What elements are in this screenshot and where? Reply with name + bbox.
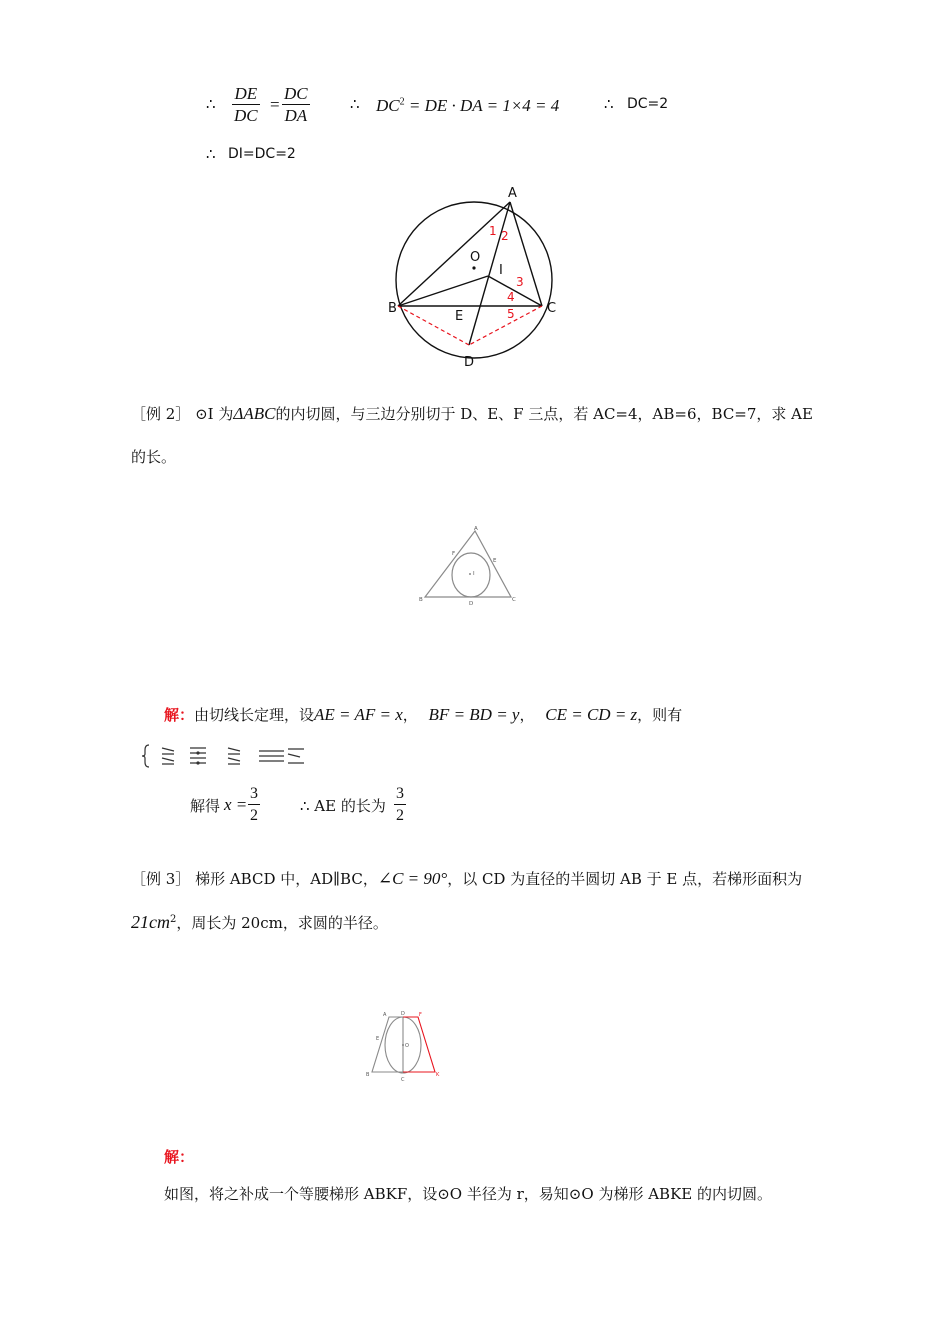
angle-mark-1: 1 — [489, 224, 497, 238]
label-o: O — [470, 250, 481, 265]
label-b: B — [388, 301, 397, 316]
label-k: K — [436, 1072, 440, 1078]
label-c: C — [401, 1077, 405, 1083]
angle-mark-5: 5 — [507, 307, 515, 321]
fraction-de-dc — [232, 84, 260, 127]
angle-mark-3: 3 — [516, 275, 524, 289]
equation-lhs: DC — [376, 96, 400, 115]
angle-mark-2: 2 — [501, 229, 509, 243]
center-o — [402, 1044, 404, 1046]
dashed-cd — [469, 306, 542, 345]
label-f: F — [419, 1012, 422, 1018]
example-2-math: ΔABC — [233, 404, 276, 423]
label-b: B — [419, 597, 423, 603]
solution-label: 解： — [164, 706, 195, 724]
equation-ce-cd: CE = CD = z — [545, 705, 638, 724]
label-e: E — [455, 309, 464, 324]
separator: ， — [519, 706, 535, 724]
equation-exponent: 2 — [399, 96, 405, 108]
fraction-numerator: 3 — [248, 784, 260, 805]
fraction-numerator: 3 — [394, 784, 406, 805]
solution-tail: ，则有 — [637, 706, 683, 724]
label-a: A — [508, 186, 517, 201]
label-d: D — [469, 601, 474, 607]
label-a: A — [474, 526, 478, 532]
label-f: F — [452, 551, 456, 557]
label-o: O — [405, 1043, 409, 1049]
equation-rhs: = DE · DA = 1×4 = 4 — [408, 96, 560, 115]
left-brace — [142, 745, 149, 767]
therefore-symbol: ∴ — [206, 95, 216, 113]
solution-2-line — [164, 704, 682, 725]
dc-result: DC=2 — [627, 96, 669, 112]
label-b: B — [366, 1072, 370, 1078]
example-3-prefix: ［例 3］ 梯形 ABCD 中，AD∥BC， — [131, 870, 378, 888]
fraction-numerator: DE — [232, 84, 260, 105]
fraction-denominator: 2 — [250, 807, 258, 824]
label-e: E — [493, 558, 497, 564]
trapezoid-abcd — [372, 1017, 403, 1072]
fraction-numerator: DC — [284, 84, 308, 103]
fraction-denominator: 2 — [396, 807, 404, 824]
solution-3-label: 解： — [164, 1148, 195, 1166]
separator: ， — [402, 706, 418, 724]
label-e: E — [376, 1036, 380, 1042]
therefore-symbol: ∴ — [604, 95, 614, 113]
label-d: D — [401, 1011, 405, 1017]
example-3-text-2: ，周长为 20cm，求圆的半径。 — [176, 914, 388, 932]
example-2-line1 — [131, 403, 813, 424]
label-c: C — [547, 301, 557, 316]
angle-mark-4: 4 — [507, 290, 515, 304]
solution-3-text: 如图，将之补成一个等腰梯形 ABKF，设⊙O 半径为 r，易知⊙O 为梯形 ABKE 的内切圆。 — [164, 1185, 772, 1203]
center-point-o — [472, 266, 475, 269]
example-3-line1 — [131, 868, 802, 889]
therefore-symbol: ∴ — [206, 145, 216, 163]
example-2-line2: 的长。 — [131, 448, 177, 466]
label-a: A — [383, 1012, 387, 1018]
fraction-denominator: DA — [284, 106, 308, 125]
figure-trapezoid — [362, 1010, 444, 1085]
fraction-dc-da — [282, 84, 310, 127]
solve-fraction — [248, 784, 260, 827]
side-ab — [398, 202, 510, 306]
di-result: DI=DC=2 — [228, 146, 296, 162]
example-3-angle: ∠C = 90° — [377, 869, 448, 888]
label-i: I — [499, 263, 503, 278]
label-d: D — [464, 355, 475, 370]
therefore-symbol: ∴ — [350, 95, 360, 113]
example-3-area-exponent: 2 — [170, 914, 177, 925]
solve-variable: x = — [224, 795, 248, 814]
solution-intro: 由切线长定理，设 — [194, 706, 315, 724]
label-i: I — [473, 571, 475, 577]
solve-prefix: 解得 — [190, 797, 221, 815]
figure-incircle-triangle — [415, 525, 520, 607]
equation-ae-af: AE = AF = x — [314, 705, 403, 724]
example-2-text: 的内切圆，与三边分别切于 D、E、F 三点，若 AC=4，AB=6，BC=7，求 AE — [275, 405, 813, 423]
example-3-line2 — [131, 912, 388, 933]
answer-prefix: ∴ AE 的长为 — [300, 797, 386, 815]
equation-bf-bd: BF = BD = y — [428, 705, 520, 724]
example-3-text: ，以 CD 为直径的半圆切 AB 于 E 点，若梯形面积为 — [447, 870, 803, 888]
figure-circle-triangle — [380, 180, 580, 375]
answer-fraction — [394, 784, 406, 827]
incircle — [452, 553, 490, 597]
line-bi — [398, 276, 488, 306]
equation-system-graphic — [140, 742, 320, 770]
example-2-prefix: ［例 2］ ⊙I 为 — [131, 405, 234, 423]
dc-squared-equation — [376, 96, 559, 116]
incenter-point — [469, 573, 471, 575]
fraction-denominator: DC — [234, 106, 258, 125]
label-c: C — [512, 597, 516, 603]
example-3-area: 21cm — [131, 912, 170, 932]
equals-sign: = — [270, 95, 280, 114]
triangle-abc — [425, 531, 511, 597]
